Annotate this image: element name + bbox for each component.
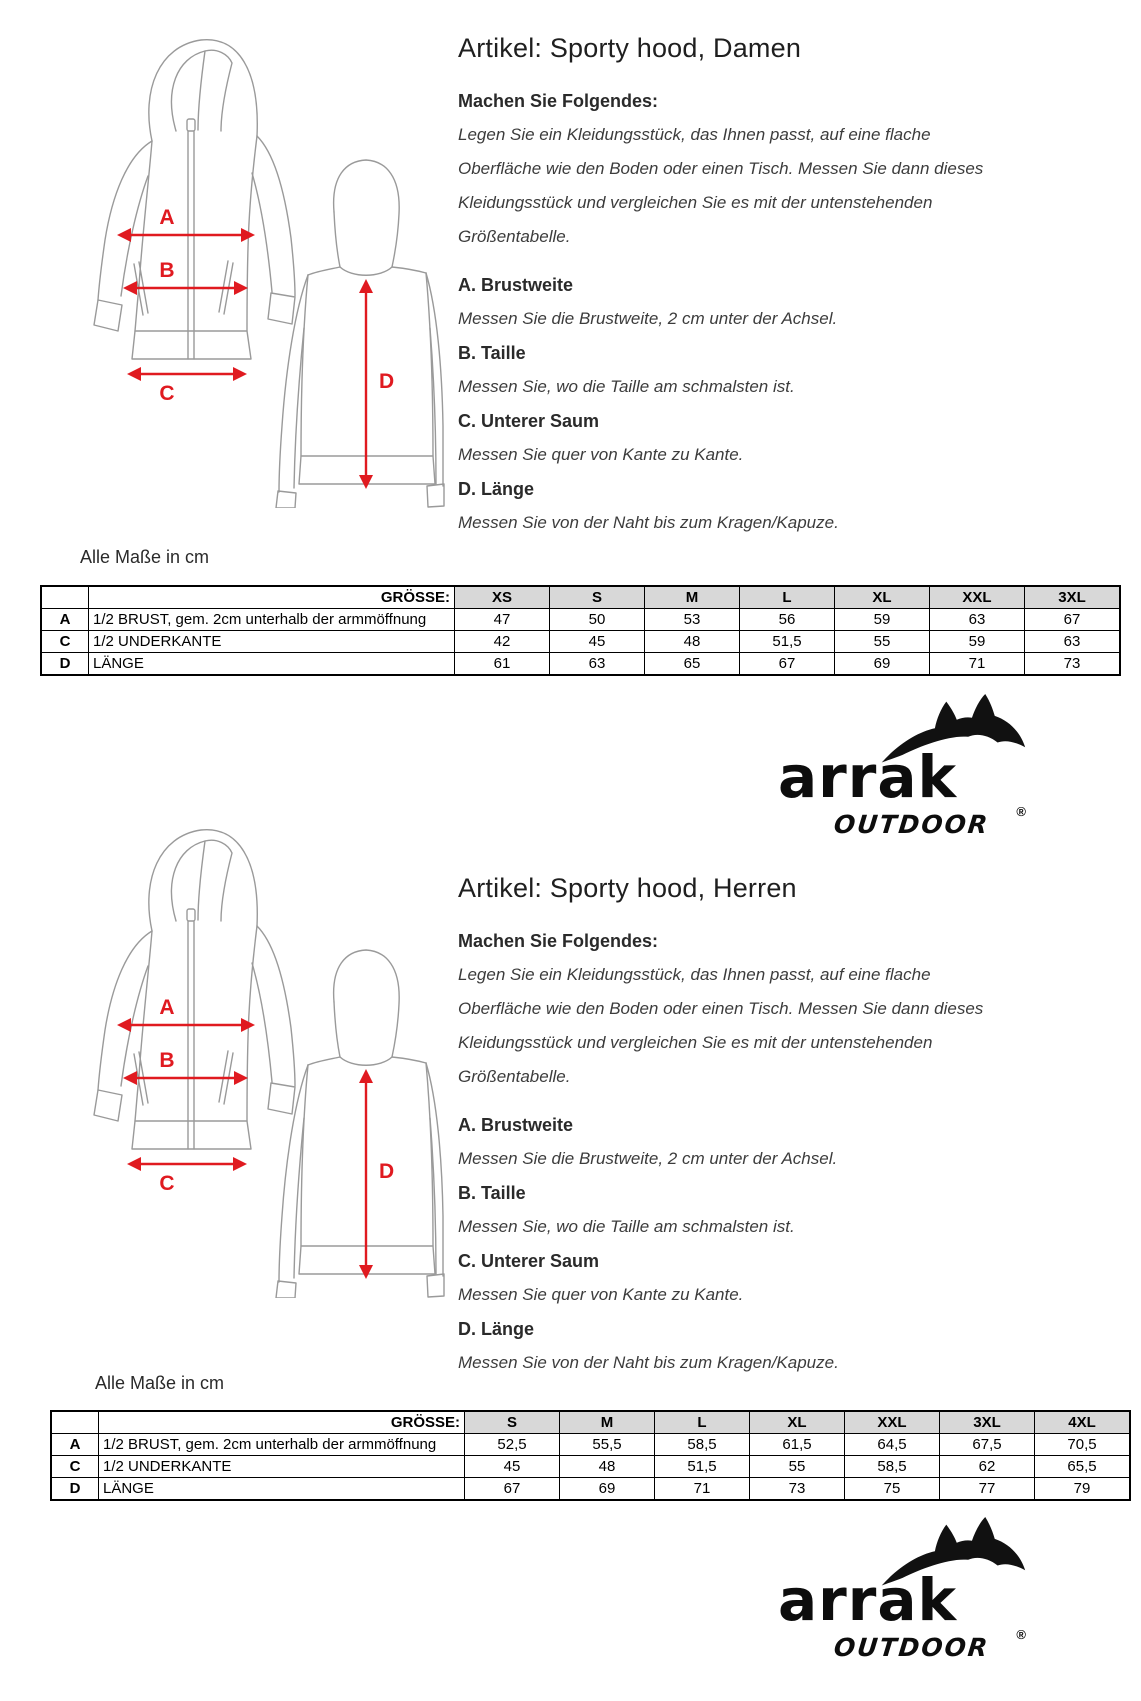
size-value: 73 (750, 1478, 845, 1501)
measure-arrow-c (127, 367, 247, 405)
instructions-line: Legen Sie ein Kleidungsstück, das Ihnen passt, auf eine flache (458, 965, 931, 984)
row-label: 1/2 UNDERKANTE (89, 631, 455, 653)
section-title-damen: Artikel: Sporty hood, Damen (458, 33, 802, 63)
table-header-row (51, 1411, 1130, 1434)
size-value: 50 (550, 609, 645, 631)
size-header: 4XL (1035, 1411, 1131, 1434)
measure-label-b: B (159, 259, 175, 282)
size-header: 3XL (1025, 586, 1121, 609)
hoodie-back-drawing (276, 950, 444, 1298)
size-value: 55 (835, 631, 930, 653)
measure-heading-a: A. Brustweite (458, 1115, 574, 1135)
size-value: 73 (1025, 653, 1121, 676)
info-column-herren (458, 868, 1018, 1380)
size-header: L (740, 586, 835, 609)
brand-wordmark: arrak (778, 743, 958, 811)
measure-description-b: Messen Sie, wo die Taille am schmalsten ist. (458, 1217, 795, 1236)
size-value: 59 (835, 609, 930, 631)
hoodie-measure-diagram-herren (55, 818, 445, 1298)
instructions-line: Oberfläche wie den Boden oder einen Tisch. Messen Sie dann dieses (458, 999, 984, 1018)
row-label: 1/2 BRUST, gem. 2cm unterhalb der armmöffnung (99, 1434, 465, 1456)
measure-description-c: Messen Sie quer von Kante zu Kante. (458, 445, 744, 464)
measure-heading-a: A. Brustweite (458, 275, 574, 295)
size-value: 65 (645, 653, 740, 676)
size-value: 79 (1035, 1478, 1131, 1501)
measure-heading-d: D. Länge (458, 479, 535, 499)
corner-cell (41, 586, 89, 609)
size-value: 69 (560, 1478, 655, 1501)
measure-heading-b: B. Taille (458, 1183, 526, 1203)
table-row (51, 1434, 1130, 1456)
size-header: M (645, 586, 740, 609)
row-label: 1/2 BRUST, gem. 2cm unterhalb der armmöffnung (89, 609, 455, 631)
measure-label-c: C (159, 1172, 175, 1195)
size-header: XS (455, 586, 550, 609)
instructions-heading: Machen Sie Folgendes: (458, 91, 659, 111)
measure-description-c: Messen Sie quer von Kante zu Kante. (458, 1285, 744, 1304)
row-label: LÄNGE (99, 1478, 465, 1501)
measure-arrow-c (127, 1157, 247, 1195)
size-value: 63 (1025, 631, 1121, 653)
brand-subtitle: OUTDOOR (832, 810, 991, 839)
measure-label-c: C (159, 382, 175, 405)
instructions-line: Größentabelle. (458, 1067, 571, 1086)
brand-logo (778, 690, 1026, 840)
measure-description-d: Messen Sie von der Naht bis zum Kragen/Kapuze. (458, 513, 839, 532)
units-note-damen: Alle Maße in cm (80, 547, 210, 567)
size-header: XL (835, 586, 930, 609)
row-label: LÄNGE (89, 653, 455, 676)
measure-arrow-d (359, 279, 394, 489)
hoodie-back-drawing (276, 160, 444, 508)
size-header: XXL (845, 1411, 940, 1434)
row-letter: C (51, 1456, 99, 1478)
brand-logo (778, 1513, 1026, 1663)
size-value: 64,5 (845, 1434, 940, 1456)
size-value: 58,5 (655, 1434, 750, 1456)
size-value: 67,5 (940, 1434, 1035, 1456)
measure-heading-b: B. Taille (458, 343, 526, 363)
size-value: 47 (455, 609, 550, 631)
size-header: XXL (930, 586, 1025, 609)
size-value: 75 (845, 1478, 940, 1501)
row-label: 1/2 UNDERKANTE (99, 1456, 465, 1478)
size-value: 61,5 (750, 1434, 845, 1456)
size-value: 55 (750, 1456, 845, 1478)
size-value: 58,5 (845, 1456, 940, 1478)
table-row (41, 653, 1120, 676)
size-value: 48 (560, 1456, 655, 1478)
size-header: S (550, 586, 645, 609)
size-value: 71 (655, 1478, 750, 1501)
brand-wordmark: arrak (778, 1566, 958, 1634)
size-header: L (655, 1411, 750, 1434)
size-value: 45 (550, 631, 645, 653)
size-header: M (560, 1411, 655, 1434)
size-value: 42 (455, 631, 550, 653)
size-value: 63 (930, 609, 1025, 631)
size-value: 48 (645, 631, 740, 653)
table-row (51, 1456, 1130, 1478)
measure-description-b: Messen Sie, wo die Taille am schmalsten ist. (458, 377, 795, 396)
size-header: XL (750, 1411, 845, 1434)
size-value: 67 (465, 1478, 560, 1501)
instructions-line: Oberfläche wie den Boden oder einen Tisch. Messen Sie dann dieses (458, 159, 984, 178)
size-table-herren (50, 1410, 1131, 1501)
table-row (41, 631, 1120, 653)
size-label-cell: GRÖSSE: (99, 1411, 465, 1434)
measure-description-a: Messen Sie die Brustweite, 2 cm unter der Achsel. (458, 1149, 838, 1168)
instructions-line: Kleidungsstück und vergleichen Sie es mit der untenstehenden (458, 193, 933, 212)
measure-description-d: Messen Sie von der Naht bis zum Kragen/Kapuze. (458, 1353, 839, 1372)
measure-label-d: D (379, 370, 395, 393)
instructions-line: Legen Sie ein Kleidungsstück, das Ihnen passt, auf eine flache (458, 125, 931, 144)
hoodie-measure-diagram-damen (55, 28, 445, 508)
hoodie-front-drawing (94, 40, 295, 359)
size-value: 70,5 (1035, 1434, 1131, 1456)
info-column-damen (458, 28, 1018, 540)
section-title-herren: Artikel: Sporty hood, Herren (458, 873, 797, 903)
row-letter: A (41, 609, 89, 631)
measure-arrow-d (359, 1069, 394, 1279)
size-value: 61 (455, 653, 550, 676)
units-note-herren: Alle Maße in cm (95, 1373, 225, 1393)
row-letter: C (41, 631, 89, 653)
row-letter: D (41, 653, 89, 676)
measure-label-a: A (159, 206, 175, 229)
size-value: 56 (740, 609, 835, 631)
size-value: 59 (930, 631, 1025, 653)
measure-label-b: B (159, 1049, 175, 1072)
size-value: 67 (1025, 609, 1121, 631)
size-value: 51,5 (655, 1456, 750, 1478)
instructions-heading: Machen Sie Folgendes: (458, 931, 659, 951)
instructions-line: Größentabelle. (458, 227, 571, 246)
measure-label-a: A (159, 996, 175, 1019)
size-table-damen (40, 585, 1121, 676)
size-value: 53 (645, 609, 740, 631)
row-letter: A (51, 1434, 99, 1456)
table-header-row (41, 586, 1120, 609)
hoodie-front-drawing (94, 830, 295, 1149)
registered-mark: ® (1016, 1627, 1026, 1642)
registered-mark: ® (1016, 804, 1026, 819)
table-row (41, 609, 1120, 631)
size-value: 71 (930, 653, 1025, 676)
instructions-line: Kleidungsstück und vergleichen Sie es mit der untenstehenden (458, 1033, 933, 1052)
size-value: 65,5 (1035, 1456, 1131, 1478)
brand-subtitle: OUTDOOR (832, 1633, 991, 1662)
size-header: 3XL (940, 1411, 1035, 1434)
table-row (51, 1478, 1130, 1501)
size-value: 55,5 (560, 1434, 655, 1456)
measure-heading-c: C. Unterer Saum (458, 411, 600, 431)
size-header: S (465, 1411, 560, 1434)
size-value: 45 (465, 1456, 560, 1478)
measure-label-d: D (379, 1160, 395, 1183)
size-value: 62 (940, 1456, 1035, 1478)
corner-cell (51, 1411, 99, 1434)
size-value: 51,5 (740, 631, 835, 653)
size-label-cell: GRÖSSE: (89, 586, 455, 609)
measure-description-a: Messen Sie die Brustweite, 2 cm unter der Achsel. (458, 309, 838, 328)
size-value: 69 (835, 653, 930, 676)
size-value: 67 (740, 653, 835, 676)
measure-heading-d: D. Länge (458, 1319, 535, 1339)
row-letter: D (51, 1478, 99, 1501)
size-value: 63 (550, 653, 645, 676)
size-value: 52,5 (465, 1434, 560, 1456)
size-value: 77 (940, 1478, 1035, 1501)
measure-heading-c: C. Unterer Saum (458, 1251, 600, 1271)
